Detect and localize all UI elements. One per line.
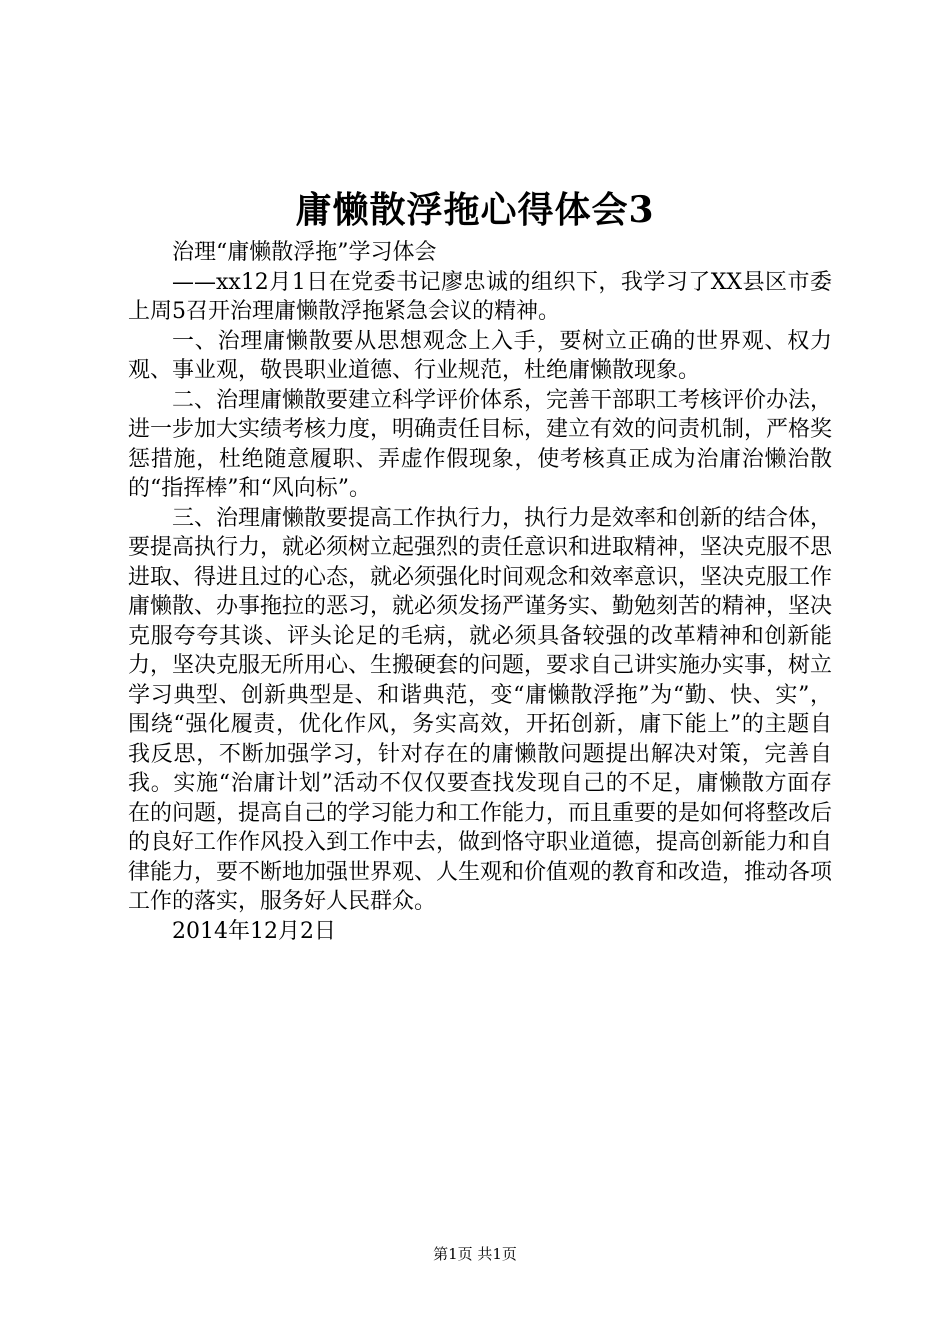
date-paragraph: 2014年12月2日 [172,918,336,944]
document-body [128,238,832,946]
intro-paragraph: ——xx12月1日在党委书记廖忠诚的组织下，我学习了XX县区市委上周5召开治理庸懒散浮拖紧急会议的精神。 [128,269,832,324]
subtitle-paragraph: 治理“庸懒散浮拖”学习体会 [172,240,437,265]
point-two-paragraph: 二、治理庸懒散要建立科学评价体系，完善干部职工考核评价办法，进一步加大实绩考核力度，明确责任目标，建立有效的问责机制，严格奖惩措施，杜绝随意履职、弄虚作假现象，使考核真正成为治庸治懒治散的“指挥棒”和“风向标”。 [128,387,833,501]
point-three-paragraph: 三、治理庸懒散要提高工作执行力，执行力是效率和创新的结合体，要提高执行力，就必须树立起强烈的责任意识和进取精神，坚决克服不思进取、得进且过的心态，就必须强化时间观念和效率意识，坚决克服工作庸懒散、办事拖拉的恶习，就必须发扬严谨务实、勤勉刻苦的精神，坚决克服夸夸其谈、评头论足的毛病，就必须具备较强的改革精神和创新能力，坚决克服无所用心、生搬硬套的问题，要求自己讲实施办实事，树立学习典型、创新典型是、和谐典范，变“庸懒散浮拖”为“勤、快、实”，围绕“强化履责，优化作风，务实高效，开拓创新，庸下能上”的主题自我反思，不断加强学习，针对存在的庸懒散问题提出解决对策，完善自我。实施“治庸计划”活动不仅仅要查找发现自己的不足，庸懒散方面存在的问题，提高自己的学习能力和工作能力，而且重要的是如何将整改后的良好工作作风投入到工作中去，做到恪守职业道德，提高创新能力和自律能力，要不断地加强世界观、人生观和价值观的教育和改造，推动各项工作的落实，服务好人民群众。 [128,505,833,914]
page-number-footer: 第1页 共1页 [433,1245,517,1263]
point-one-paragraph: 一、治理庸懒散要从思想观念上入手，要树立正确的世界观、权力观、事业观，敬畏职业道德、行业规范，杜绝庸懒散现象。 [128,328,832,383]
document-title: 庸懒散浮拖心得体会3 [295,189,655,231]
